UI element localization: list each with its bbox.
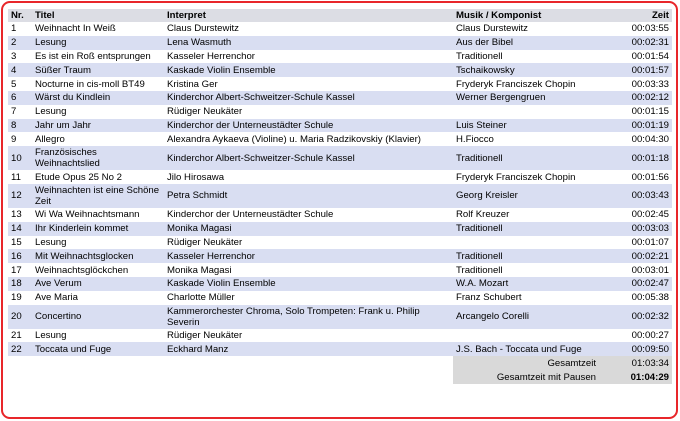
cell-title: Mit Weihnachtsglocken: [35, 250, 134, 262]
cell-title: Ave Verum: [35, 278, 82, 290]
cell-title: Lesung: [35, 329, 67, 341]
cell-title: Lesung: [35, 37, 67, 49]
table-row: [8, 208, 672, 222]
cell-artist: Monika Magasi: [167, 223, 232, 235]
cell-artist: Rüdiger Neukäter: [167, 236, 243, 248]
cell-time: 00:04:30: [631, 133, 669, 145]
table-row: [8, 91, 672, 105]
cell-artist: Alexandra Aykaeva (Violine) u. Maria Radzikovskiy (Klavier): [167, 133, 421, 145]
cell-nr: 19: [11, 292, 22, 304]
cell-title: Süßer Traum: [35, 64, 91, 76]
cell-nr: 15: [11, 236, 22, 248]
cell-time: 00:00:27: [631, 329, 669, 341]
cell-artist: Eckhard Manz: [167, 343, 229, 355]
cell-nr: 20: [11, 311, 22, 323]
cell-composer: J.S. Bach - Toccata und Fuge: [456, 343, 582, 355]
cell-time: 00:01:54: [631, 50, 669, 62]
cell-artist: Kinderchor der Unterneustädter Schule: [167, 209, 334, 221]
cell-composer: Aus der Bibel: [456, 37, 514, 49]
cell-nr: 7: [11, 106, 17, 118]
cell-time: 00:02:45: [631, 209, 669, 221]
cell-nr: 17: [11, 264, 22, 276]
cell-artist: Rüdiger Neukäter: [167, 106, 243, 118]
total-label: Gesamtzeit: [453, 356, 599, 370]
cell-artist: Claus Durstewitz: [167, 23, 239, 35]
cell-time: 00:01:56: [631, 171, 669, 183]
cell-artist: Kasseler Herrenchor: [167, 50, 255, 62]
cell-artist: Charlotte Müller: [167, 292, 235, 304]
cell-composer: W.A. Mozart: [456, 278, 509, 290]
cell-nr: 6: [11, 92, 17, 104]
cell-composer: Georg Kreisler: [456, 190, 518, 202]
cell-time: 00:03:33: [631, 78, 669, 90]
cell-composer: Rolf Kreuzer: [456, 209, 510, 221]
cell-time: 00:01:07: [631, 236, 669, 248]
cell-nr: 9: [11, 133, 17, 145]
total-pauses-row: [8, 370, 672, 384]
cell-time: 00:02:32: [631, 311, 669, 323]
table-row: [8, 263, 672, 277]
table-row: [8, 305, 672, 329]
cell-nr: 21: [11, 329, 22, 341]
cell-composer: Traditionell: [456, 50, 503, 62]
cell-artist: Petra Schmidt: [167, 190, 228, 202]
header-nr: Nr.: [8, 9, 32, 22]
cell-nr: 1: [11, 23, 17, 35]
table-row: [8, 170, 672, 184]
cell-time: 00:01:18: [631, 152, 669, 164]
cell-title: Allegro: [35, 133, 65, 145]
table-row: [8, 291, 672, 305]
cell-artist: Kaskade Violin Ensemble: [167, 64, 276, 76]
cell-nr: 13: [11, 209, 22, 221]
cell-composer: Arcangelo Corelli: [456, 311, 530, 323]
cell-artist: Monika Magasi: [167, 264, 232, 276]
table-row: [8, 105, 672, 119]
cell-time: 00:03:43: [631, 190, 669, 202]
cell-nr: 12: [11, 190, 22, 202]
cell-artist: Kinderchor Albert-Schweitzer-Schule Kassel: [167, 92, 355, 104]
table-row: [8, 184, 672, 208]
cell-artist: Kammerorchester Chroma, Solo Trompeten: Frank u. Philip Severin: [167, 305, 420, 328]
cell-composer: Franz Schubert: [456, 292, 522, 304]
cell-title: Toccata und Fuge: [35, 343, 112, 355]
cell-composer: Fryderyk Franciszek Chopin: [456, 78, 576, 90]
table-row: [8, 342, 672, 356]
cell-composer: Tschaikowsky: [456, 64, 515, 76]
cell-composer: Werner Bergengruen: [456, 92, 546, 104]
table-row: [8, 22, 672, 36]
cell-nr: 11: [11, 171, 21, 183]
cell-time: 00:02:31: [631, 37, 669, 49]
cell-nr: 3: [11, 50, 17, 62]
cell-title: Weihnacht In Weiß: [35, 23, 116, 35]
cell-nr: 10: [11, 152, 22, 164]
table-row: [8, 277, 672, 291]
cell-time: 00:05:38: [631, 292, 669, 304]
cell-title: Ihr Kinderlein kommet: [35, 223, 129, 235]
cell-nr: 8: [11, 119, 17, 131]
cell-composer: Traditionell: [456, 152, 503, 164]
header-time: Zeit: [599, 9, 672, 22]
program-frame: [1, 1, 678, 419]
header-artist: Interpret: [164, 9, 453, 22]
cell-artist: Kaskade Violin Ensemble: [167, 278, 276, 290]
total-pauses-value: 01:04:29: [599, 370, 672, 384]
cell-artist: Kasseler Herrenchor: [167, 250, 255, 262]
header-composer: Musik / Komponist: [453, 9, 599, 22]
cell-time: 00:02:12: [631, 92, 669, 104]
table-header-row: [8, 9, 672, 22]
cell-title: Lesung: [35, 236, 67, 248]
cell-time: 00:02:21: [631, 250, 669, 262]
cell-nr: 16: [11, 250, 22, 262]
cell-title: Ave Maria: [35, 292, 79, 304]
cell-artist: Lena Wasmuth: [167, 37, 232, 49]
cell-title: Weihnachtsglöckchen: [35, 264, 129, 276]
cell-composer: Traditionell: [456, 264, 503, 276]
cell-artist: Jilo Hirosawa: [167, 171, 225, 183]
cell-time: 00:03:03: [631, 223, 669, 235]
cell-artist: Kinderchor der Unterneustädter Schule: [167, 119, 334, 131]
program-table: [8, 9, 672, 384]
cell-composer: Traditionell: [456, 250, 503, 262]
cell-time: 00:02:47: [631, 278, 669, 290]
cell-artist: Kinderchor Albert-Schweitzer-Schule Kassel: [167, 152, 355, 164]
cell-title: Nocturne in cis-moll BT49: [35, 78, 145, 90]
table-row: [8, 63, 672, 77]
table-row: [8, 146, 672, 170]
cell-nr: 5: [11, 78, 17, 90]
table-row: [8, 236, 672, 250]
cell-title: Es ist ein Roß entsprungen: [35, 50, 151, 62]
cell-composer: H.Fiocco: [456, 133, 494, 145]
cell-title: Französisches Weihnachtslied: [35, 147, 100, 170]
total-pauses-label: Gesamtzeit mit Pausen: [453, 370, 599, 384]
cell-composer: [453, 236, 599, 250]
cell-time: 00:09:50: [631, 343, 669, 355]
cell-nr: 22: [11, 343, 22, 355]
cell-composer: Fryderyk Franciszek Chopin: [456, 171, 576, 183]
cell-title: Wi Wa Weihnachtsmann: [35, 209, 140, 221]
cell-time: 00:01:57: [631, 64, 669, 76]
cell-time: 00:01:19: [631, 119, 669, 131]
cell-composer: Traditionell: [456, 223, 503, 235]
cell-title: Lesung: [35, 106, 67, 118]
cell-title: Concertino: [35, 311, 82, 323]
cell-artist: Kristina Ger: [167, 78, 218, 90]
table-row: [8, 36, 672, 50]
cell-title: Etude Opus 25 No 2: [35, 171, 122, 183]
cell-nr: 14: [11, 223, 22, 235]
table-row: [8, 222, 672, 236]
cell-title: Jahr um Jahr: [35, 119, 91, 131]
table-row: [8, 119, 672, 133]
cell-time: 00:03:55: [631, 23, 669, 35]
table-row: [8, 77, 672, 91]
cell-composer: [453, 105, 599, 119]
cell-nr: 18: [11, 278, 22, 290]
cell-composer: Claus Durstewitz: [456, 23, 528, 35]
table-row: [8, 249, 672, 263]
total-value: 01:03:34: [599, 356, 672, 370]
header-title: Titel: [32, 9, 164, 22]
cell-time: 00:03:01: [631, 264, 669, 276]
table-row: [8, 50, 672, 64]
total-row: [8, 356, 672, 370]
cell-title: Wärst du Kindlein: [35, 92, 111, 104]
cell-time: 00:01:15: [631, 106, 669, 118]
table-row: [8, 132, 672, 146]
cell-composer: Luis Steiner: [456, 119, 507, 131]
cell-title: Weihnachten ist eine Schöne Zeit: [35, 184, 160, 207]
cell-artist: Rüdiger Neukäter: [167, 329, 243, 341]
cell-nr: 4: [11, 64, 17, 76]
table-row: [8, 329, 672, 343]
cell-nr: 2: [11, 37, 17, 49]
cell-composer: [453, 329, 599, 343]
